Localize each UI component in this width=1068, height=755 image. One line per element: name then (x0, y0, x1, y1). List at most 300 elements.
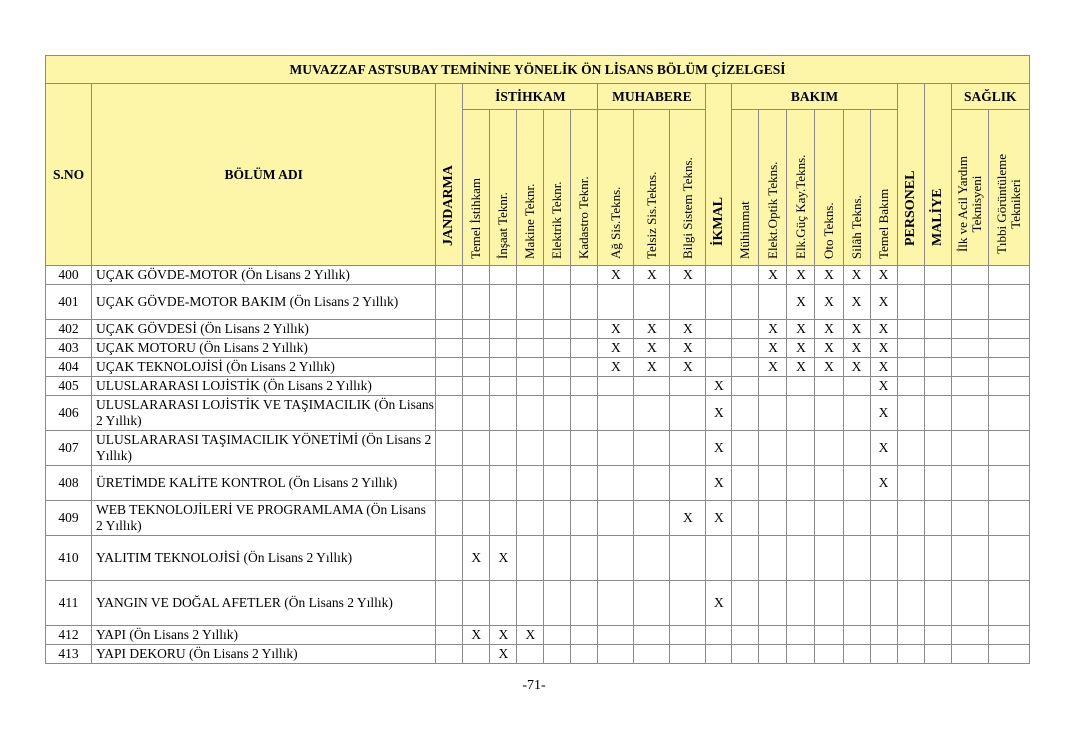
mark-cell (544, 466, 571, 501)
mark-cell (463, 431, 490, 466)
table-row (46, 466, 1030, 501)
col-silah: Silâh Tekns. (843, 110, 870, 266)
mark-cell (988, 581, 1029, 626)
mark-cell (571, 266, 598, 285)
mark-cell: X (706, 377, 732, 396)
mark-cell (544, 377, 571, 396)
mark-cell (598, 536, 634, 581)
mark-cell (988, 320, 1029, 339)
mark-cell (897, 396, 924, 431)
mark-cell (988, 377, 1029, 396)
sno-header: S.NO (46, 84, 92, 266)
mark-cell: X (870, 266, 897, 285)
mark-cell (670, 396, 706, 431)
mark-cell (924, 581, 951, 626)
mark-cell: X (670, 320, 706, 339)
mark-cell (598, 501, 634, 536)
mark-cell (815, 431, 843, 466)
mark-cell (490, 466, 517, 501)
mark-cell (843, 645, 870, 664)
mark-cell: X (670, 358, 706, 377)
table-row (46, 581, 1030, 626)
mark-cell (732, 285, 759, 320)
mark-cell (634, 431, 670, 466)
col-temel-bakim: Temel Bakım (870, 110, 897, 266)
mark-cell (843, 396, 870, 431)
mark-cell (924, 501, 951, 536)
mark-cell (951, 396, 988, 431)
mark-cell (924, 396, 951, 431)
mark-cell: X (670, 339, 706, 358)
mark-cell: X (634, 320, 670, 339)
mark-cell (759, 431, 787, 466)
mark-cell (843, 581, 870, 626)
mark-cell (436, 396, 463, 431)
mark-cell (870, 626, 897, 645)
mark-cell (870, 645, 897, 664)
col-elektrik: Elektrik Teknr. (544, 110, 571, 266)
mark-cell (544, 396, 571, 431)
mark-cell (706, 626, 732, 645)
mark-cell (706, 645, 732, 664)
mark-cell (951, 581, 988, 626)
row-name: UÇAK TEKNOLOJİSİ (Ön Lisans 2 Yıllık) (92, 358, 436, 377)
row-sno: 408 (46, 466, 92, 501)
col-oto: Oto Tekns. (815, 110, 843, 266)
mark-cell (517, 501, 544, 536)
col-muhimmat: Mühimmat (732, 110, 759, 266)
mark-cell (787, 645, 815, 664)
mark-cell: X (598, 266, 634, 285)
mark-cell (436, 285, 463, 320)
mark-cell (897, 266, 924, 285)
mark-cell (634, 466, 670, 501)
mark-cell: X (463, 536, 490, 581)
mark-cell (436, 501, 463, 536)
row-name: ULUSLARARASI TAŞIMACILIK YÖNETİMİ (Ön Lisans 2 Yıllık) (92, 431, 436, 466)
row-sno: 407 (46, 431, 92, 466)
mark-cell (815, 626, 843, 645)
mark-cell (787, 581, 815, 626)
mark-cell (897, 339, 924, 358)
table-row (46, 358, 1030, 377)
mark-cell (544, 581, 571, 626)
mark-cell (571, 339, 598, 358)
row-name: YALITIM TEKNOLOJİSİ (Ön Lisans 2 Yıllık) (92, 536, 436, 581)
mark-cell (951, 358, 988, 377)
row-sno: 401 (46, 285, 92, 320)
mark-cell: X (759, 339, 787, 358)
mark-cell (634, 536, 670, 581)
mark-cell (490, 285, 517, 320)
mark-cell (732, 320, 759, 339)
mark-cell (490, 581, 517, 626)
table-row (46, 320, 1030, 339)
mark-cell: X (598, 320, 634, 339)
mark-cell: X (843, 339, 870, 358)
mark-cell (463, 285, 490, 320)
row-name: UÇAK MOTORU (Ön Lisans 2 Yıllık) (92, 339, 436, 358)
mark-cell: X (787, 339, 815, 358)
row-name: ULUSLARARASI LOJİSTİK VE TAŞIMACILIK (Ön Lisans 2 Yıllık) (92, 396, 436, 431)
mark-cell (951, 266, 988, 285)
mark-cell (924, 339, 951, 358)
department-table (45, 55, 1030, 664)
mark-cell (517, 581, 544, 626)
mark-cell (706, 285, 732, 320)
row-sno: 412 (46, 626, 92, 645)
row-name: UÇAK GÖVDE-MOTOR (Ön Lisans 2 Yıllık) (92, 266, 436, 285)
mark-cell (571, 501, 598, 536)
mark-cell (759, 581, 787, 626)
mark-cell (815, 536, 843, 581)
col-elekt-optik: Elekt.Optik Tekns. (759, 110, 787, 266)
mark-cell (787, 431, 815, 466)
mark-cell (732, 266, 759, 285)
col-temel-istihkam: Temel İstihkam (463, 110, 490, 266)
mark-cell (517, 320, 544, 339)
mark-cell (436, 431, 463, 466)
mark-cell (436, 358, 463, 377)
col-ilk-acil: İlk ve Acil Yardım Teknisyeni (951, 110, 988, 266)
mark-cell: X (706, 396, 732, 431)
mark-cell (897, 320, 924, 339)
row-name: YAPI DEKORU (Ön Lisans 2 Yıllık) (92, 645, 436, 664)
mark-cell: X (870, 339, 897, 358)
mark-cell (988, 501, 1029, 536)
mark-cell: X (787, 358, 815, 377)
mark-cell: X (706, 501, 732, 536)
mark-cell (544, 266, 571, 285)
mark-cell: X (815, 266, 843, 285)
mark-cell (634, 626, 670, 645)
mark-cell (815, 581, 843, 626)
mark-cell (951, 320, 988, 339)
mark-cell (951, 626, 988, 645)
mark-cell (517, 339, 544, 358)
mark-cell: X (670, 501, 706, 536)
row-name: YAPI (Ön Lisans 2 Yıllık) (92, 626, 436, 645)
mark-cell: X (815, 320, 843, 339)
mark-cell (463, 339, 490, 358)
mark-cell (988, 645, 1029, 664)
col-bilgi-sistem: Bilgi Sistem Tekns. (670, 110, 706, 266)
mark-cell (463, 266, 490, 285)
mark-cell (571, 358, 598, 377)
row-name: ULUSLARARASI LOJİSTİK (Ön Lisans 2 Yıllık) (92, 377, 436, 396)
mark-cell (436, 645, 463, 664)
mark-cell: X (870, 358, 897, 377)
mark-cell (988, 626, 1029, 645)
mark-cell (732, 645, 759, 664)
mark-cell (463, 396, 490, 431)
mark-cell (598, 466, 634, 501)
mark-cell (787, 536, 815, 581)
table-row (46, 501, 1030, 536)
mark-cell (517, 358, 544, 377)
mark-cell: X (598, 358, 634, 377)
mark-cell (670, 377, 706, 396)
mark-cell (544, 536, 571, 581)
mark-cell (897, 501, 924, 536)
row-sno: 409 (46, 501, 92, 536)
row-name: UÇAK GÖVDESİ (Ön Lisans 2 Yıllık) (92, 320, 436, 339)
mark-cell (732, 431, 759, 466)
table-row (46, 339, 1030, 358)
mark-cell: X (843, 320, 870, 339)
mark-cell (951, 339, 988, 358)
col-ikmal: İKMAL (706, 84, 732, 266)
mark-cell (544, 320, 571, 339)
mark-cell (815, 466, 843, 501)
mark-cell: X (870, 285, 897, 320)
mark-cell (843, 431, 870, 466)
mark-cell (571, 581, 598, 626)
row-sno: 413 (46, 645, 92, 664)
mark-cell: X (634, 339, 670, 358)
mark-cell: X (634, 266, 670, 285)
mark-cell: X (706, 581, 732, 626)
mark-cell (815, 501, 843, 536)
mark-cell (670, 431, 706, 466)
mark-cell (463, 358, 490, 377)
mark-cell (544, 645, 571, 664)
mark-cell (870, 501, 897, 536)
mark-cell: X (787, 285, 815, 320)
group-istihkam: İSTİHKAM (463, 84, 598, 110)
mark-cell: X (815, 358, 843, 377)
mark-cell (924, 626, 951, 645)
row-sno: 406 (46, 396, 92, 431)
mark-cell (815, 396, 843, 431)
row-sno: 405 (46, 377, 92, 396)
mark-cell (732, 377, 759, 396)
mark-cell (517, 466, 544, 501)
mark-cell (463, 581, 490, 626)
mark-cell (843, 626, 870, 645)
mark-cell (843, 377, 870, 396)
mark-cell (517, 536, 544, 581)
mark-cell (544, 285, 571, 320)
mark-cell (787, 396, 815, 431)
mark-cell: X (517, 626, 544, 645)
mark-cell (924, 466, 951, 501)
mark-cell (951, 431, 988, 466)
mark-cell: X (463, 626, 490, 645)
mark-cell (988, 431, 1029, 466)
table-row (46, 431, 1030, 466)
mark-cell (787, 501, 815, 536)
mark-cell (544, 431, 571, 466)
mark-cell (670, 645, 706, 664)
mark-cell (517, 377, 544, 396)
table-row (46, 377, 1030, 396)
mark-cell (490, 358, 517, 377)
mark-cell (924, 645, 951, 664)
mark-cell (670, 581, 706, 626)
mark-cell (634, 396, 670, 431)
col-elk-guc: Elk.Güç Kay.Tekns. (787, 110, 815, 266)
mark-cell (951, 645, 988, 664)
mark-cell (951, 501, 988, 536)
mark-cell (759, 645, 787, 664)
mark-cell (436, 320, 463, 339)
mark-cell (897, 377, 924, 396)
row-name: ÜRETİMDE KALİTE KONTROL (Ön Lisans 2 Yıllık) (92, 466, 436, 501)
mark-cell (897, 358, 924, 377)
mark-cell: X (843, 358, 870, 377)
mark-cell (436, 339, 463, 358)
mark-cell (598, 431, 634, 466)
mark-cell (463, 320, 490, 339)
mark-cell (436, 466, 463, 501)
mark-cell (598, 285, 634, 320)
mark-cell (988, 536, 1029, 581)
mark-cell: X (870, 466, 897, 501)
page-number: -71- (522, 678, 546, 693)
mark-cell (517, 266, 544, 285)
mark-cell (988, 266, 1029, 285)
mark-cell (843, 536, 870, 581)
mark-cell (490, 266, 517, 285)
mark-cell: X (490, 626, 517, 645)
mark-cell (436, 581, 463, 626)
group-saglik: SAĞLIK (951, 84, 1029, 110)
mark-cell (732, 536, 759, 581)
col-personel: PERSONEL (897, 84, 924, 266)
table-title: MUVAZZAF ASTSUBAY TEMİNİNE YÖNELİK ÖN LİSANS BÖLÜM ÇİZELGESİ (46, 56, 1030, 84)
row-name: UÇAK GÖVDE-MOTOR BAKIM (Ön Lisans 2 Yıllık) (92, 285, 436, 320)
mark-cell: X (870, 431, 897, 466)
mark-cell (706, 536, 732, 581)
mark-cell (670, 466, 706, 501)
mark-cell: X (843, 285, 870, 320)
mark-cell: X (787, 320, 815, 339)
mark-cell: X (815, 339, 843, 358)
mark-cell: X (706, 431, 732, 466)
mark-cell (870, 581, 897, 626)
mark-cell (924, 358, 951, 377)
mark-cell (436, 536, 463, 581)
mark-cell (436, 266, 463, 285)
mark-cell (634, 501, 670, 536)
mark-cell (517, 645, 544, 664)
mark-cell (490, 501, 517, 536)
mark-cell (517, 285, 544, 320)
mark-cell (951, 466, 988, 501)
col-ag-sis: Ağ Sis.Tekns. (598, 110, 634, 266)
mark-cell: X (634, 358, 670, 377)
mark-cell (815, 645, 843, 664)
mark-cell (897, 466, 924, 501)
mark-cell (787, 626, 815, 645)
mark-cell (463, 466, 490, 501)
col-insaat: İnşaat Teknr. (490, 110, 517, 266)
table-row (46, 266, 1030, 285)
mark-cell: X (706, 466, 732, 501)
mark-cell (988, 285, 1029, 320)
col-kadastro: Kadastro Teknr. (571, 110, 598, 266)
mark-cell (843, 466, 870, 501)
col-tibbi: Tıbbi Görüntüleme Teknikeri (988, 110, 1029, 266)
mark-cell (759, 466, 787, 501)
mark-cell (598, 396, 634, 431)
group-muhabere: MUHABERE (598, 84, 706, 110)
mark-cell (897, 581, 924, 626)
mark-cell (571, 431, 598, 466)
mark-cell: X (843, 266, 870, 285)
mark-cell (732, 466, 759, 501)
mark-cell: X (759, 266, 787, 285)
mark-cell (571, 396, 598, 431)
row-name: YANGIN VE DOĞAL AFETLER (Ön Lisans 2 Yıllık) (92, 581, 436, 626)
mark-cell (571, 536, 598, 581)
mark-cell (571, 320, 598, 339)
mark-cell: X (490, 645, 517, 664)
table-row (46, 396, 1030, 431)
mark-cell (490, 377, 517, 396)
mark-cell (897, 285, 924, 320)
row-sno: 403 (46, 339, 92, 358)
row-sno: 410 (46, 536, 92, 581)
mark-cell (490, 431, 517, 466)
mark-cell (571, 466, 598, 501)
mark-cell (732, 501, 759, 536)
col-makine: Makine Teknr. (517, 110, 544, 266)
mark-cell (634, 645, 670, 664)
mark-cell (924, 320, 951, 339)
mark-cell (598, 626, 634, 645)
mark-cell (924, 285, 951, 320)
mark-cell (670, 285, 706, 320)
row-sno: 404 (46, 358, 92, 377)
mark-cell (544, 501, 571, 536)
col-jandarma: JANDARMA (436, 84, 463, 266)
mark-cell: X (815, 285, 843, 320)
mark-cell (670, 626, 706, 645)
mark-cell (924, 431, 951, 466)
mark-cell (988, 396, 1029, 431)
mark-cell: X (787, 266, 815, 285)
mark-cell (544, 339, 571, 358)
mark-cell (951, 285, 988, 320)
mark-cell (787, 466, 815, 501)
col-telsiz: Telsiz Sis.Tekns. (634, 110, 670, 266)
mark-cell (436, 626, 463, 645)
mark-cell (634, 581, 670, 626)
mark-cell (951, 536, 988, 581)
mark-cell (463, 377, 490, 396)
mark-cell: X (598, 339, 634, 358)
mark-cell (490, 320, 517, 339)
mark-cell (670, 536, 706, 581)
mark-cell (544, 626, 571, 645)
mark-cell (732, 626, 759, 645)
mark-cell (988, 358, 1029, 377)
mark-cell (598, 377, 634, 396)
mark-cell: X (490, 536, 517, 581)
mark-cell (759, 626, 787, 645)
col-maliye: MALİYE (924, 84, 951, 266)
mark-cell: X (870, 396, 897, 431)
row-sno: 402 (46, 320, 92, 339)
row-name: WEB TEKNOLOJİLERİ VE PROGRAMLAMA (Ön Lisans 2 Yıllık) (92, 501, 436, 536)
mark-cell (732, 581, 759, 626)
mark-cell (815, 377, 843, 396)
bolum-header: BÖLÜM ADI (92, 84, 436, 266)
mark-cell: X (870, 377, 897, 396)
mark-cell: X (670, 266, 706, 285)
